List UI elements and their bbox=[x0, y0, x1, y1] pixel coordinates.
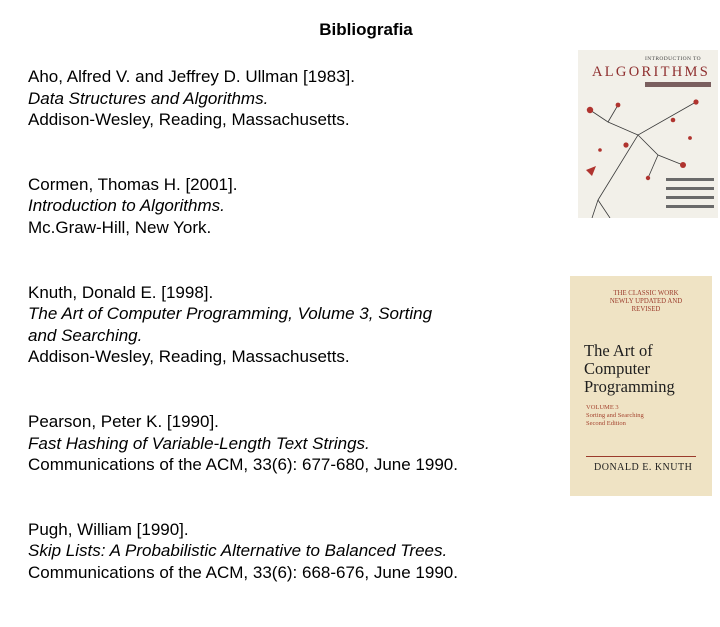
cover-subtitle: Sorting and Searching bbox=[586, 412, 644, 419]
reference-aho bbox=[28, 66, 548, 131]
reference-title-line2: and Searching. bbox=[28, 325, 143, 345]
reference-publisher: Addison-Wesley, Reading, Massachusetts. bbox=[28, 110, 350, 130]
reference-list bbox=[28, 66, 548, 627]
cover-series-line: INTRODUCTION TO bbox=[645, 56, 702, 62]
reference-title: Introduction to Algorithms. bbox=[28, 196, 225, 216]
cover-title-line3: Programming bbox=[584, 377, 675, 396]
reference-author: Pugh, William [1990]. bbox=[28, 519, 189, 539]
cover-title bbox=[584, 342, 675, 396]
cover-title: ALGORITHMS bbox=[592, 64, 711, 80]
cover-volume-info bbox=[586, 404, 696, 428]
taocp-book-cover bbox=[570, 276, 712, 496]
algorithms-book-cover bbox=[578, 50, 718, 218]
reference-publisher: Mc.Graw-Hill, New York. bbox=[28, 217, 212, 237]
cover-edition-bar bbox=[645, 82, 711, 87]
reference-author: Aho, Alfred V. and Jeffrey D. Ullman [1983]. bbox=[28, 67, 355, 86]
cover-edition: Second Edition bbox=[586, 420, 626, 427]
reference-author: Knuth, Donald E. [1998]. bbox=[28, 282, 214, 302]
reference-title: Skip Lists: A Probabilistic Alternative to Balanced Trees. bbox=[28, 541, 448, 561]
cover-author: DONALD E. KNUTH bbox=[594, 462, 693, 473]
reference-publisher: Addison-Wesley, Reading, Massachusetts. bbox=[28, 347, 350, 367]
page-title: Bibliografia bbox=[319, 20, 413, 39]
cover-tagline bbox=[596, 290, 696, 314]
cover-tagline-line1: THE CLASSIC WORK bbox=[613, 290, 679, 297]
reference-title: Fast Hashing of Variable-Length Text Strings. bbox=[28, 433, 370, 453]
reference-author: Pearson, Peter K. [1990]. bbox=[28, 411, 219, 431]
cover-title-line2: Computer bbox=[584, 359, 650, 378]
cover-divider bbox=[586, 456, 696, 457]
reference-pugh bbox=[28, 519, 548, 584]
reference-publisher: Communications of the ACM, 33(6): 668-676, June 1990. bbox=[28, 562, 458, 582]
cover-author-lines bbox=[666, 178, 714, 214]
cover-volume: VOLUME 3 bbox=[586, 404, 619, 411]
reference-knuth bbox=[28, 282, 548, 368]
reference-title: Data Structures and Algorithms. bbox=[28, 88, 269, 108]
cover-tagline-line2: NEWLY UPDATED AND REVISED bbox=[609, 298, 683, 313]
reference-publisher: Communications of the ACM, 33(6): 677-680, June 1990. bbox=[28, 455, 458, 475]
reference-cormen bbox=[28, 174, 548, 239]
cover-title-line1: The Art of bbox=[584, 341, 653, 360]
reference-title-line1: The Art of Computer Programming, Volume 3, Sorting bbox=[28, 304, 433, 324]
reference-author: Cormen, Thomas H. [2001]. bbox=[28, 174, 238, 194]
reference-pearson bbox=[28, 411, 548, 476]
